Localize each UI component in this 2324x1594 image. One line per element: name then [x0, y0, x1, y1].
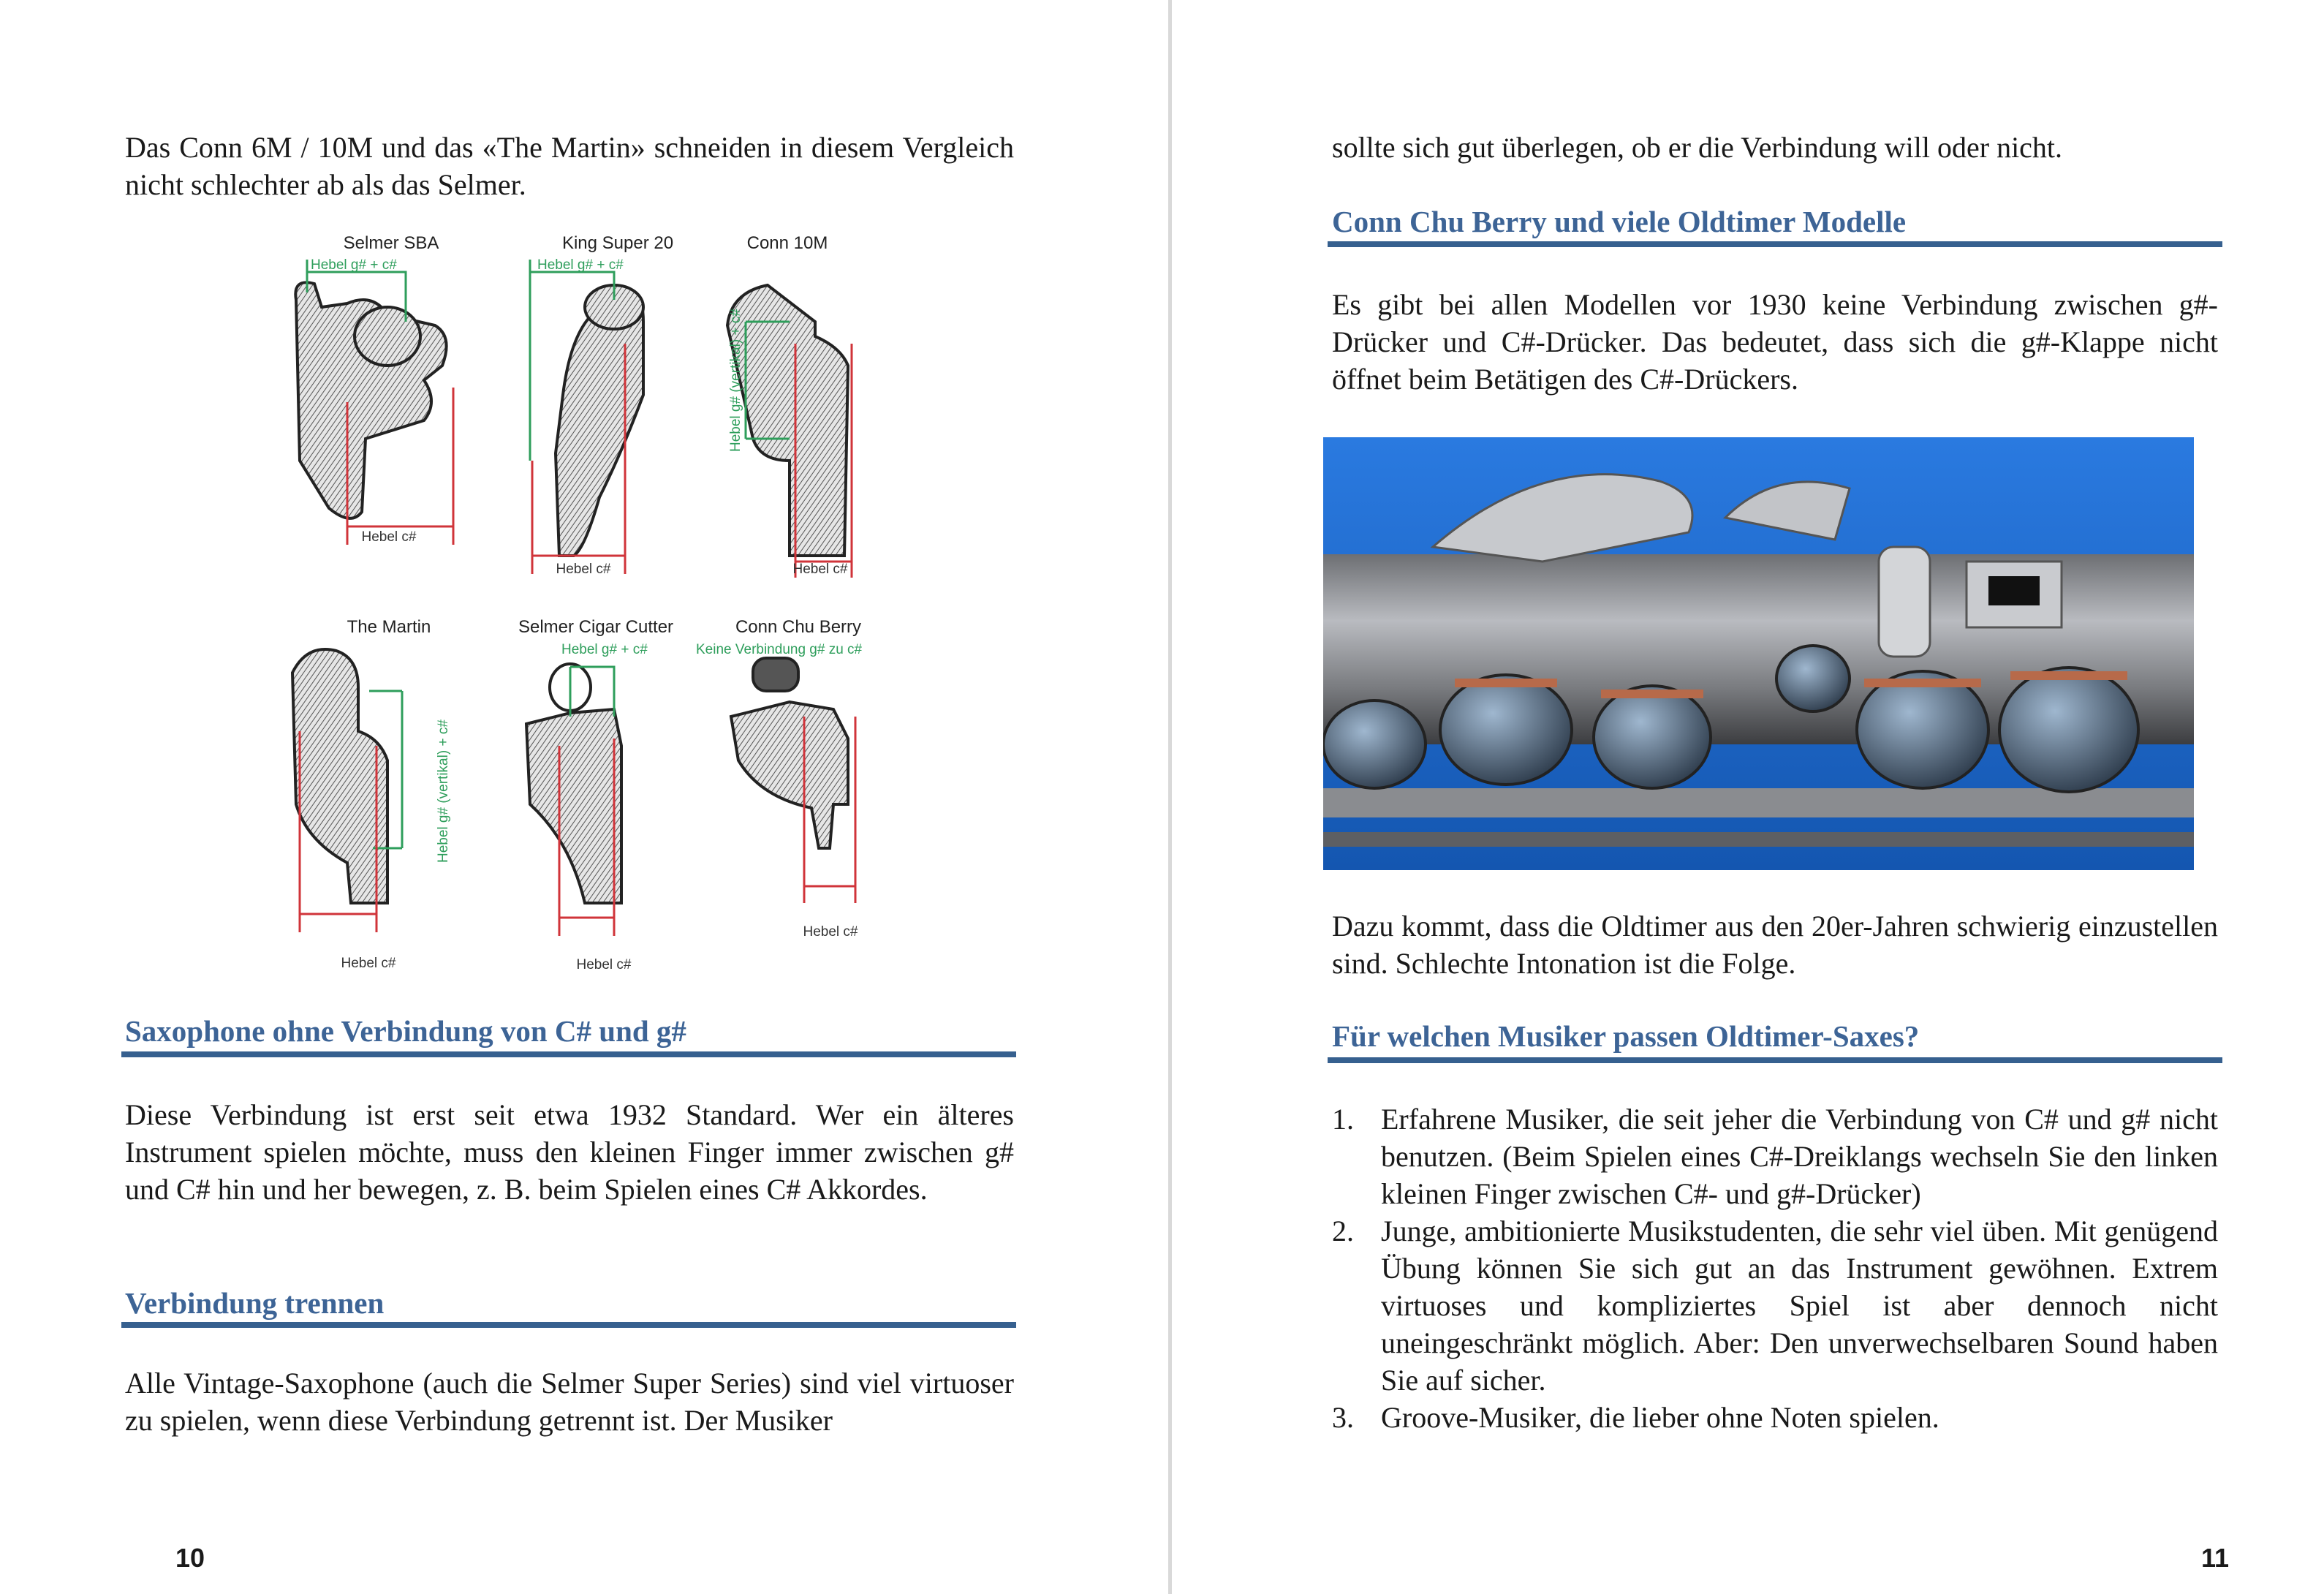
list-item: [1332, 1399, 2218, 1436]
body-paragraph: Alle Vintage-Saxophone (auch die Selmer Super Series) sind viel virtuoser zu spielen, wenn diese Verbindung getrennt ist. Der Musiker: [125, 1367, 1014, 1437]
diagram-title: Selmer Cigar Cutter: [518, 617, 674, 637]
green-label: Hebel g# (vertikal) + c#: [436, 719, 451, 863]
the-martin-sketch: [292, 649, 387, 903]
page-number: 11: [2201, 1543, 2230, 1573]
cigar-cutter-sketch: [526, 664, 621, 903]
red-label: Hebel c#: [803, 924, 858, 940]
list-text: Groove-Musiker, die lieber ohne Noten spielen.: [1381, 1401, 1939, 1434]
section-heading: Verbindung trennen: [125, 1286, 385, 1320]
list-number: 3.: [1332, 1401, 1354, 1434]
body-paragraph: Es gibt bei allen Modellen vor 1930 keine Verbindung zwischen g#-Drücker und C#-Drücker. Das bedeutet, dass sich die g#-Klappe nicht öffnet beim Betätigen des C#-Drückers.: [1332, 288, 2218, 396]
green-label: Hebel g# + c#: [537, 257, 624, 273]
list-item: [1332, 1212, 2218, 1399]
heading-rule: [121, 1051, 1016, 1057]
list-text: Erfahrene Musiker, die seit jeher die Verbindung von C# und g# nicht benutzen. (Beim Spielen eines C#-Dreiklangs wechseln Sie den linken kleinen Finger zwischen C#- und g#-Drücker): [1381, 1103, 2218, 1210]
heading-rule: [1328, 1057, 2222, 1063]
king-super-20-sketch: [556, 285, 643, 556]
red-label: Hebel c#: [341, 956, 396, 971]
green-label: Keine Verbindung g# zu c#: [696, 642, 863, 657]
list-number: 1.: [1332, 1103, 1354, 1136]
diagram-title: Conn 10M: [746, 233, 828, 253]
body-paragraph: Diese Verbindung ist erst seit etwa 1932 Standard. Wer ein älteres Instrument spielen möchte, muss den kleinen Finger immer zwischen g# und C# hin und her bewegen, z. B. beim Spielen eines C# Akkordes.: [125, 1098, 1014, 1206]
diagram-title: The Martin: [347, 617, 431, 637]
saxophone-keys-photo: [1323, 437, 2194, 870]
continuation-paragraph: sollte sich gut überlegen, ob er die Verbindung will oder nicht.: [1332, 131, 2063, 164]
green-label: Hebel g# + c#: [311, 257, 397, 273]
list-text: Junge, ambitionierte Musikstudenten, die sehr viel üben. Mit genügend Übung können Sie sich gut an das Instrument gewöhnen. Extrem virtuoses und kompliziertes Spiel ist aber dennoch nicht uneingeschränkt möglich. Aber: Den unverwechselbaren Sound haben Sie auf sicher.: [1381, 1215, 2218, 1397]
diagram-title: King Super 20: [561, 233, 674, 253]
section-heading: Conn Chu Berry und viele Oldtimer Modelle: [1332, 205, 1907, 238]
key-mechanism-figure: [278, 219, 899, 987]
right-page: [1172, 0, 2324, 1594]
red-label: Hebel c#: [556, 562, 611, 577]
diagram-title: Selmer SBA: [343, 233, 439, 253]
chu-berry-sketch: [731, 658, 848, 848]
intro-paragraph: Das Conn 6M / 10M und das «The Martin» schneiden in diesem Vergleich nicht schlechter ab als das Selmer.: [125, 131, 1014, 201]
list-number: 2.: [1332, 1215, 1354, 1247]
section-heading: Saxophone ohne Verbindung von C# und g#: [125, 1014, 686, 1048]
list-item: [1332, 1100, 2218, 1212]
selmer-sba-sketch: [295, 282, 446, 518]
page-number: 10: [175, 1543, 205, 1573]
heading-rule: [121, 1322, 1016, 1328]
red-label: Hebel c#: [792, 562, 848, 577]
body-paragraph: Dazu kommt, dass die Oldtimer aus den 20er-Jahren schwierig einzustellen sind. Schlechte Intonation ist die Folge.: [1332, 910, 2218, 980]
section-heading: Für welchen Musiker passen Oldtimer-Saxes?: [1332, 1019, 1920, 1053]
heading-rule: [1328, 241, 2222, 247]
green-label: Hebel g# + c#: [561, 642, 648, 657]
red-label: Hebel c#: [576, 957, 632, 972]
red-label: Hebel c#: [361, 529, 417, 545]
musician-list: [1332, 1100, 2218, 1436]
green-label: Hebel g# (vertikal) + c#: [728, 309, 743, 452]
diagram-title: Conn Chu Berry: [735, 617, 862, 637]
